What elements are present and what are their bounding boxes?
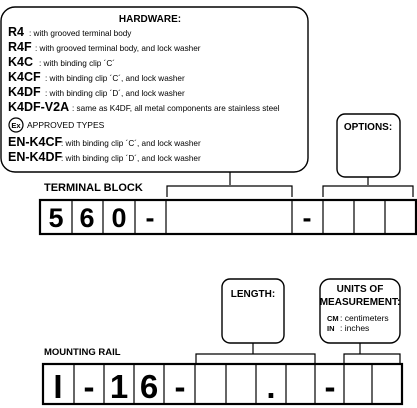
mounting-rail-decimal-point: . [266,368,276,405]
hardware-item-code: K4DF-V2A [8,100,70,114]
options-callout [337,114,400,185]
hardware-callout [1,7,308,185]
hardware-item-desc: : same as K4DF, all metal components are stainless steel [72,104,280,113]
mounting-rail-char: I [53,368,63,405]
hardware-item-code: R4 [8,25,24,39]
options-bracket [323,186,413,197]
units-cm-code: CM [327,314,339,323]
hardware-item-desc: : with binding clip ´C´ [39,59,115,68]
terminal-block-code-frame [40,200,416,234]
units-in-desc: : inches [340,323,370,333]
hardware-ex-item-code: EN-K4DF [8,150,63,164]
terminal-block-title: TERMINAL BLOCK [44,182,143,194]
hardware-item-code: R4F [8,40,32,54]
units-callout [320,279,401,354]
mounting-rail-char: 1 [109,368,129,405]
length-title: LENGTH: [230,289,276,300]
units-bracket [344,354,400,363]
hardware-item-code: K4DF [8,85,41,99]
hardware-ex-item-desc: : with binding clip ´D´, and lock washer [61,154,201,163]
mounting-rail-char: 6 [139,368,159,405]
units-title-line2: MEASUREMENT: [319,297,401,308]
mounting-rail-char: - [83,368,95,405]
mounting-rail-char: - [174,368,186,405]
terminal-block-digit: 5 [48,203,64,233]
units-cm-desc: : centimeters [340,313,389,323]
hardware-item-desc: : with grooved terminal body, and lock washer [35,44,201,53]
terminal-block-digit: 0 [111,203,127,233]
hardware-item-code: K4C [8,55,34,69]
terminal-block-digit: 6 [79,203,95,233]
ex-approval-label: APPROVED TYPES [27,120,105,130]
length-bracket [196,354,315,363]
options-title: OPTIONS: [343,122,393,133]
mounting-rail-row [43,347,402,405]
mounting-rail-title: MOUNTING RAIL [44,347,121,358]
hardware-title: HARDWARE: [118,14,182,25]
units-title-line1: UNITS OF [336,284,384,295]
hardware-item-desc: : with binding clip ´C´, and lock washer [45,74,185,83]
terminal-block-row [40,182,416,234]
mounting-rail-dash: - [324,368,336,405]
hardware-item-code: K4CF [8,70,41,84]
terminal-block-dash: - [302,203,312,233]
hardware-bracket [167,186,292,197]
ex-approval-symbol: Ex [11,121,21,130]
length-callout [222,279,284,354]
hardware-ex-item-desc: : with binding clip ´C´, and lock washer [61,139,201,148]
units-in-code: IN [327,324,335,333]
hardware-item-desc: : with grooved terminal body [29,29,132,38]
terminal-block-dash: - [145,203,155,233]
hardware-item-desc: : with binding clip ´D´, and lock washer [45,89,185,98]
mounting-rail-code-frame [43,364,402,404]
hardware-ex-item-code: EN-K4CF [8,135,63,149]
